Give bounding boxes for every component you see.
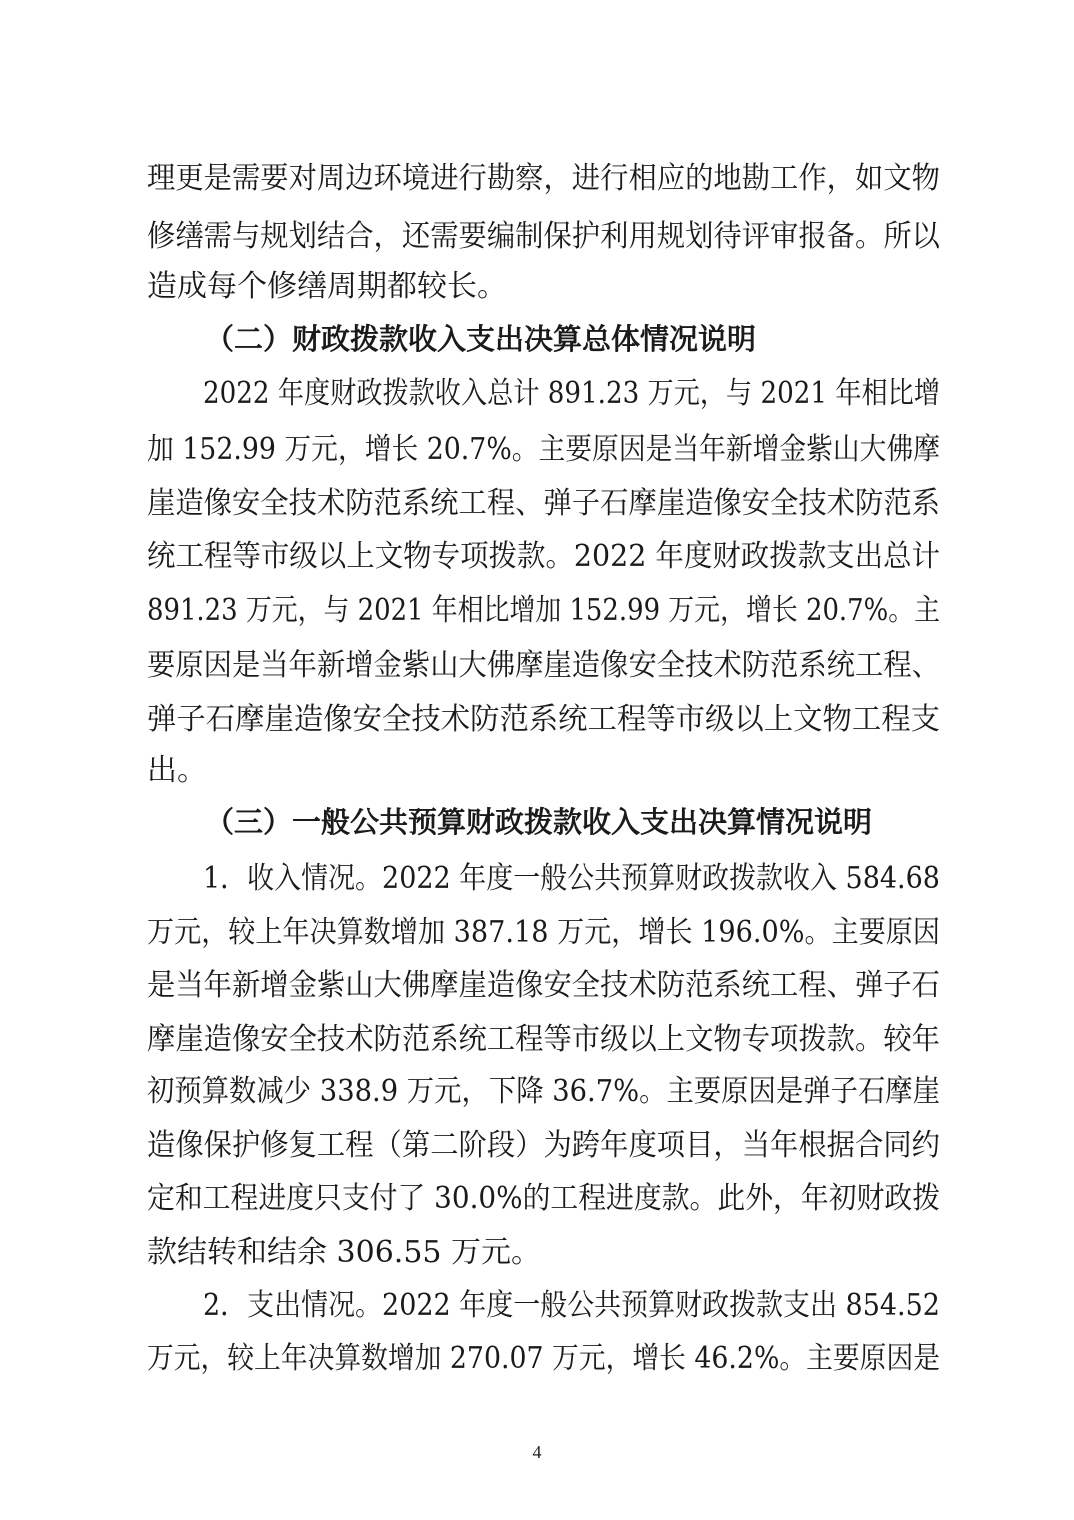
text-line: 修缮需与规划结合，还需要编制保护利用规划待评审报备。所以: [147, 219, 940, 254]
text-line: 造像保护修复工程（第二阶段）为跨年度项目，当年根据合同约: [147, 1128, 940, 1163]
text-line: 加 152.99 万元，增长 20.7%。主要原因是当年新增金紫山大佛摩: [147, 432, 940, 467]
text-line: 理更是需要对周边环境进行勘察，进行相应的地勘工作，如文物: [147, 161, 940, 196]
text-line: 1．收入情况。2022 年度一般公共预算财政拨款收入 584.68: [203, 861, 940, 896]
text-line: 是当年新增金紫山大佛摩崖造像安全技术防范系统工程、弹子石: [147, 968, 940, 1003]
section-heading: （三）一般公共预算财政拨款收入支出决算情况说明: [205, 805, 873, 839]
text-line: 2．支出情况。2022 年度一般公共预算财政拨款支出 854.52: [203, 1288, 940, 1323]
page-number: 4: [532, 1442, 542, 1462]
text-line: 出。: [147, 753, 207, 788]
text-line: 定和工程进度只支付了 30.0%的工程进度款。此外，年初财政拨: [147, 1181, 941, 1216]
text-line: 万元，较上年决算数增加 270.07 万元，增长 46.2%。主要原因是: [147, 1341, 940, 1376]
text-line: 万元，较上年决算数增加 387.18 万元，增长 196.0%。主要原因: [147, 915, 940, 950]
text-line: 统工程等市级以上文物专项拨款。2022 年度财政拨款支出总计: [147, 539, 941, 574]
text-line: 弹子石摩崖造像安全技术防范系统工程等市级以上文物工程支: [147, 702, 940, 737]
text-line: 崖造像安全技术防范系统工程、弹子石摩崖造像安全技术防范系: [147, 486, 940, 521]
text-line: 2022 年度财政拨款收入总计 891.23 万元，与 2021 年相比增: [203, 376, 940, 411]
text-line: 款结转和结余 306.55 万元。: [147, 1235, 542, 1270]
text-line: 891.23 万元，与 2021 年相比增加 152.99 万元，增长 20.7%。主: [147, 593, 941, 628]
text-line: 造成每个修缮周期都较长。: [147, 269, 507, 304]
section-heading: （二）财政拨款收入支出决算总体情况说明: [205, 322, 757, 356]
text-line: 要原因是当年新增金紫山大佛摩崖造像安全技术防范系统工程、: [147, 648, 940, 683]
text-line: 初预算数减少 338.9 万元，下降 36.7%。主要原因是弹子石摩崖: [147, 1074, 940, 1109]
text-line: 摩崖造像安全技术防范系统工程等市级以上文物专项拨款。较年: [147, 1022, 940, 1057]
